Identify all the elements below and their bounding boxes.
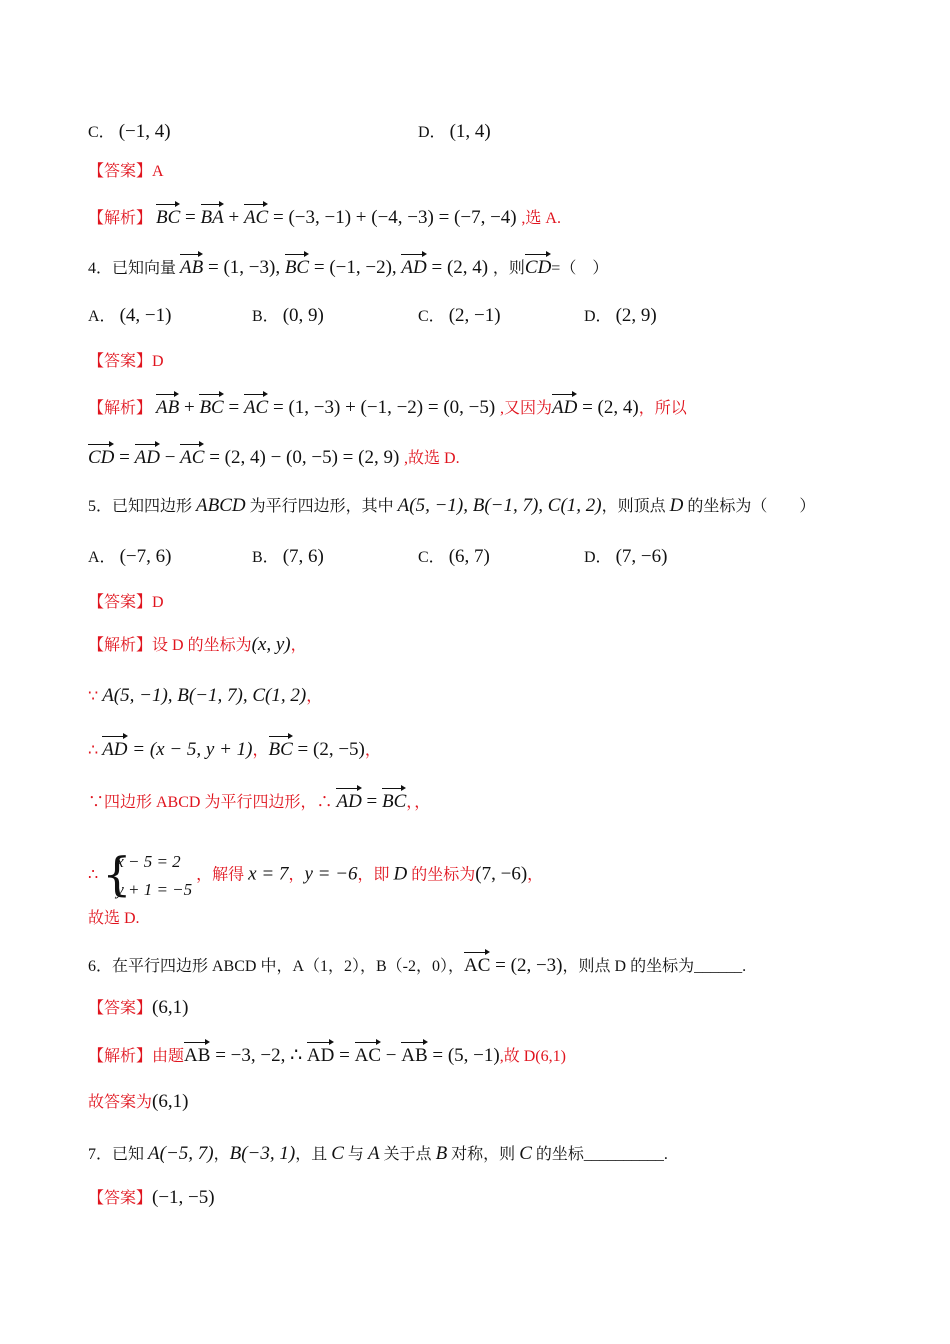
question-text: 关于点 [379,1146,436,1163]
analysis-tag: 【解析】 [88,210,153,227]
analysis-text: ,故选 D. [404,450,460,467]
vector-value: = (2, 4) [431,257,489,278]
option-value: (−1, 4) [118,121,171,142]
analysis-text: ， [252,742,269,759]
math-operator: = [361,791,383,812]
analysis-text: ∵ [88,688,103,705]
answer-value: D [152,353,164,370]
vector-ab: AB [156,392,179,420]
math-operator: = [334,1045,355,1066]
q5-analysis-line5 [88,848,543,904]
q5-stem [88,494,815,519]
math-expression: (x, y) [251,634,291,655]
option-value: (6, 7) [448,546,490,567]
q5-analysis-line6 [88,907,140,931]
analysis-text: ， [290,637,307,654]
analysis-text: ， [527,866,544,884]
q6-analysis [88,1040,566,1069]
vector-bc: BC [269,734,293,762]
q5-analysis-line4 [88,786,430,815]
q5-option-b [252,545,324,570]
option-label: B． [252,308,279,325]
q5-option-c [418,545,490,570]
q6-final [88,1090,188,1115]
analysis-text: 由题 [152,1048,185,1065]
answer-tag: 【答案】 [88,163,153,180]
vector-ac: AC [180,442,204,470]
q4-analysis-line1: 【解析】 AB + BC = AC = (1, −3) + (−1, −2) = (0, −5) ,又因为AD = (2, 4)，所以 [88,392,687,421]
math-expression: A(5, −1), B(−1, 7), C(1, 2) [102,685,307,706]
vector-ac: AC [244,202,268,230]
answer-value: (6,1) [152,997,189,1018]
q4-option-c [418,304,501,329]
vector-ba: BA [201,202,224,230]
question-text: 对称，则 [447,1146,520,1163]
q5-option-d [584,545,667,570]
vector-ad: AD [336,786,361,814]
option-label: D． [584,549,612,566]
math-expression: = (5, −1) [427,1045,500,1066]
analysis-text: 的坐标为 [407,866,476,884]
option-value: (2, 9) [615,305,657,326]
q6-stem [88,950,746,979]
analysis-text: ， [306,688,323,705]
vector-value: = (1, −3), [207,257,281,278]
analysis-text: ∴ [88,866,103,884]
question-text: ，则 [492,260,525,277]
math-symbol: A [367,1143,380,1164]
q4-analysis-line2: CD = AD − AC = (2, 4) − (0, −5) = (2, 9) ,故选 D. [88,442,460,471]
question-text: ，则顶点 [601,498,670,515]
vector-ac: AC [464,950,490,978]
question-text: ，且 [295,1146,332,1163]
math-symbol: C [519,1143,532,1164]
option-value: (7, 6) [282,546,324,567]
vector-bc: BC [382,786,406,814]
vector-ab: AB [184,1040,210,1068]
option-value: (7, −6) [615,546,668,567]
option-label: D． [418,124,446,141]
analysis-expression: = (2, 4) − (0, −5) = (2, 9) [204,447,400,468]
option-value: (1, 4) [449,121,491,142]
answer-tag: 【答案】 [88,594,153,611]
analysis-text: ，所以 [638,400,687,417]
math-expression: = −3, −2, ∴ [210,1045,307,1066]
math-expression: A(−5, 7) [148,1143,214,1164]
vector-ad: AD [307,1040,334,1068]
vector-cd: CD [525,252,551,280]
math-expression: B(−3, 1) [229,1143,296,1164]
q7-answer [88,1186,215,1211]
equation-system [102,848,192,904]
question-text: 4．已知向量 [88,260,177,277]
equation-row: x − 5 = 2 [116,852,181,871]
q3-option-c [88,120,171,145]
math-symbol: B [435,1143,448,1164]
analysis-text: ,又因为 [499,400,552,417]
q7-stem [88,1142,668,1167]
brace-icon: { [102,847,132,901]
answer-value: D [152,594,164,611]
vector-cd: CD [88,442,114,470]
analysis-text: 设 D 的坐标为 [152,637,252,654]
option-value: (−7, 6) [119,546,172,567]
q4-option-b [252,304,324,329]
question-text: 6．在平行四边形 ABCD 中，A（1，2），B（-2，0）， [88,958,465,975]
math-operator: − [381,1045,402,1066]
math-expression: (6,1) [152,1091,189,1112]
option-label: C． [88,124,115,141]
analysis-text: ，解得 [196,866,249,884]
analysis-text: ， [364,742,381,759]
equation-row: y + 1 = −5 [116,880,193,899]
math-symbol: D [669,495,684,516]
vector-ab: AB [401,1040,427,1068]
option-value: (2, −1) [448,305,501,326]
analysis-tag: 【解析】 [88,637,153,654]
analysis-text: ， [288,866,305,884]
math-expression: (7, −6) [475,863,528,885]
analysis-text: ，， [406,794,431,811]
math-expression: x = 7 [248,863,289,885]
analysis-text: ,故 D(6,1) [499,1048,566,1065]
math-symbol: ABCD [196,495,246,516]
vector-ad: AD [552,392,577,420]
answer-tag: 【答案】 [88,353,153,370]
vector-ad: AD [135,442,160,470]
q5-analysis-line1 [88,633,307,658]
question-text: ，则点 D 的坐标为______. [562,958,747,975]
question-text: 的坐标__________. [531,1146,668,1163]
answer-tag: 【答案】 [88,1000,153,1017]
q4-answer [88,350,164,374]
question-text: 为平行四边形，其中 [245,498,398,515]
analysis-expression: = (−3, −1) + (−4, −3) = (−7, −4) [268,207,517,228]
math-symbol: C [331,1143,344,1164]
q6-answer [88,996,188,1021]
answer-value: A [152,163,164,180]
math-expression: = (x − 5, y + 1) [127,739,253,760]
question-text: ， [213,1146,230,1163]
q3-analysis: 【解析】 BC = BA + AC = (−3, −1) + (−4, −3) = (−7, −4) ,选 A. [88,202,561,231]
vector-ac: AC [355,1040,381,1068]
question-text: 7．已知 [88,1146,149,1163]
analysis-tag: 【解析】 [88,400,153,417]
option-label: B． [252,549,279,566]
q5-analysis-line3 [88,734,381,763]
vector-value: = (−1, −2), [313,257,397,278]
analysis-text: ∵四边形 ABCD 为平行四边形，∴ [88,794,337,811]
vector-bc: BC [156,202,180,230]
q3-answer [88,160,164,184]
math-symbol: D [393,863,408,885]
vector-ad: AD [401,252,426,280]
q3-option-d [418,120,491,145]
q4-option-a [88,304,171,329]
option-value: (4, −1) [119,305,172,326]
option-value: (0, 9) [282,305,324,326]
q4-stem [88,252,608,281]
math-expression: A(5, −1), B(−1, 7), C(1, 2) [397,495,602,516]
q5-answer [88,591,164,615]
analysis-tag: 【解析】 [88,1048,153,1065]
vector-bc: BC [285,252,309,280]
question-text: =（ ） [551,260,609,277]
option-label: A． [88,308,116,325]
vector-ac: AC [244,392,268,420]
analysis-expression: = (1, −3) + (−1, −2) = (0, −5) [268,397,496,418]
q5-analysis-line2 [88,684,322,709]
question-text: 5．已知四边形 [88,498,197,515]
vector-ad: AD [102,734,127,762]
vector-bc: BC [199,392,223,420]
analysis-text: 故选 D. [88,910,140,927]
analysis-text: 故答案为 [88,1094,153,1111]
answer-value: (−1, −5) [152,1187,215,1208]
math-expression: = (2, −3) [490,955,563,976]
math-expression: = (2, −5) [292,739,365,760]
analysis-text: ，即 [357,866,394,884]
analysis-text: ∴ [88,742,103,759]
question-text: 的坐标为（ ） [683,498,816,515]
answer-tag: 【答案】 [88,1190,153,1207]
option-label: D． [584,308,612,325]
vector-ab: AB [180,252,203,280]
q4-option-d [584,304,657,329]
option-label: C． [418,549,445,566]
math-expression: y = −6 [304,863,358,885]
option-label: A． [88,549,116,566]
analysis-expression: = (2, 4) [577,397,639,418]
q5-option-a [88,545,171,570]
question-text: 与 [343,1146,368,1163]
option-label: C． [418,308,445,325]
analysis-tail: ,选 A. [521,210,561,227]
